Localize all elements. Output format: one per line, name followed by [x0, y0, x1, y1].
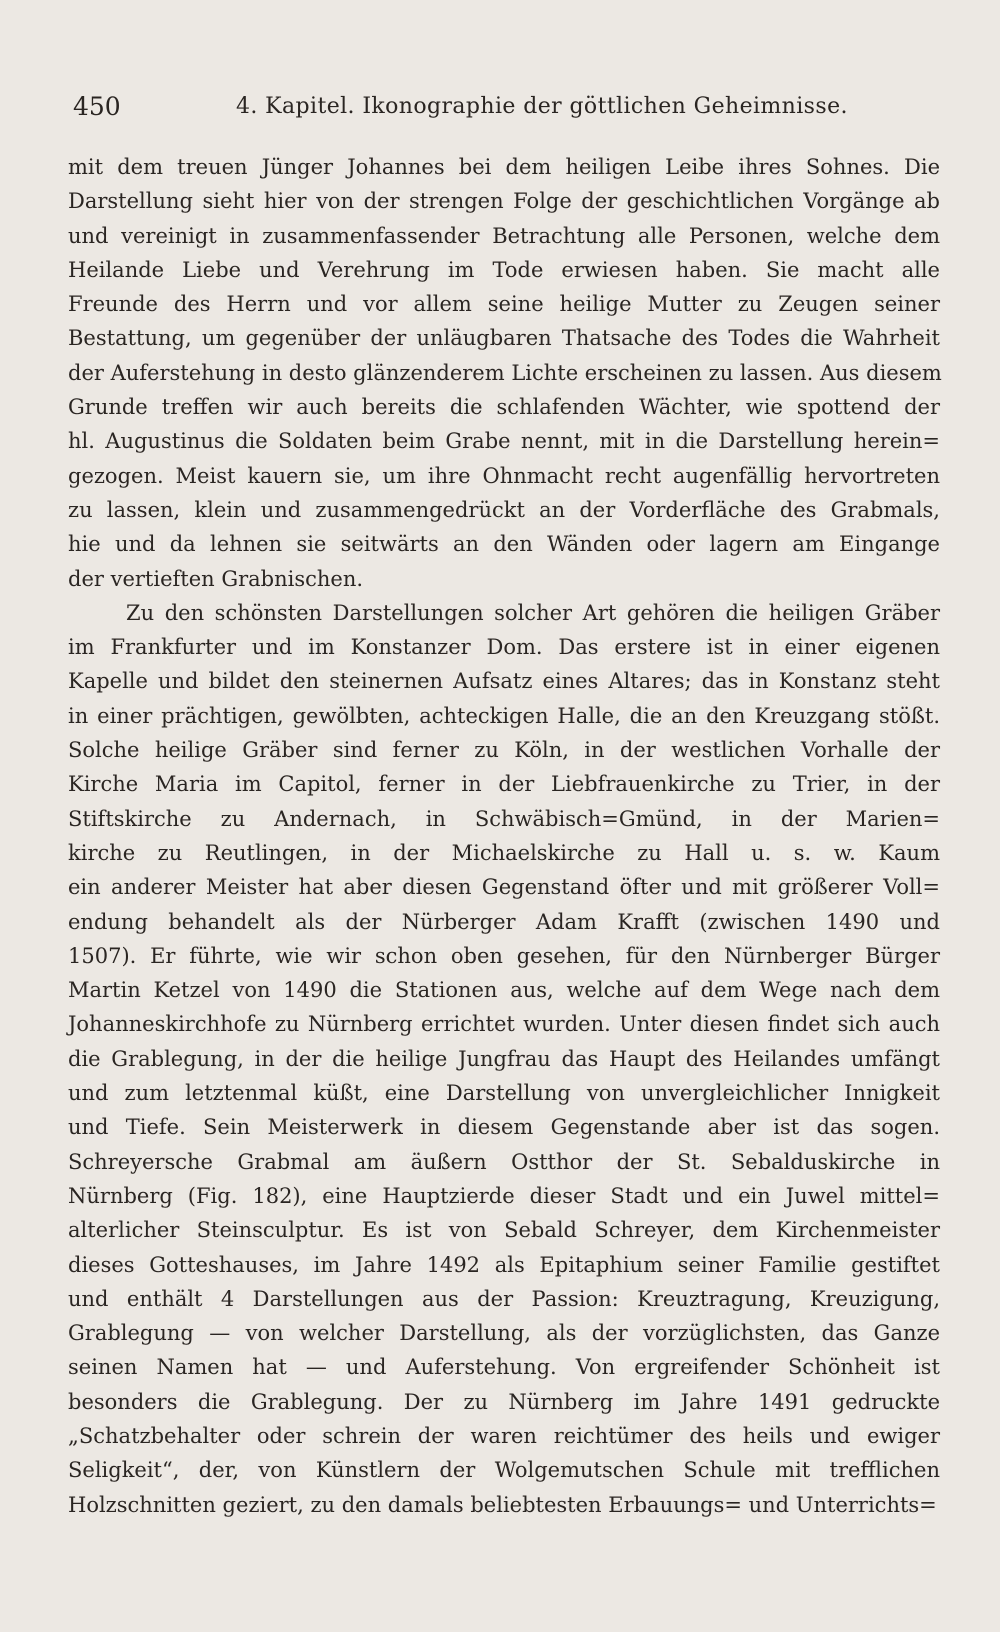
text-line: die Grablegung, in der die heilige Jungfrau das Haupt des Heilandes umfängt: [68, 1046, 940, 1071]
text-line: Kapelle und bildet den steinernen Aufsatz eines Altares; das in Konstanz steht: [68, 669, 940, 694]
text-line: Darstellung sieht hier von der strengen Folge der geschichtlichen Vorgänge ab: [68, 189, 940, 214]
paragraph: [68, 150, 940, 596]
text-line: alterlicher Steinsculptur. Es ist von Sebald Schreyer, dem Kirchenmeister: [68, 1218, 940, 1243]
text-line: der Auferstehung in desto glänzenderem Lichte erscheinen zu lassen. Aus diesem: [68, 360, 942, 385]
text-line: seinen Namen hat — und Auferstehung. Von ergreifender Schönheit ist: [68, 1355, 940, 1380]
text-line: gezogen. Meist kauern sie, um ihre Ohnmacht recht augenfällig hervortreten: [68, 463, 940, 488]
text-line: „Schatzbehalter oder schrein der waren reichtümer des heils und ewiger: [68, 1423, 940, 1448]
text-line: zu lassen, klein und zusammengedrückt an der Vorderfläche des Grabmals,: [68, 497, 940, 522]
text-line: Nürnberg (Fig. 182), eine Hauptzierde dieser Stadt und ein Juwel mittel=: [68, 1183, 940, 1208]
text-line: Johanneskirchhofe zu Nürnberg errichtet wurden. Unter diesen findet sich auch: [68, 1012, 940, 1037]
text-line: Freunde des Herrn und vor allem seine heilige Mutter zu Zeugen seiner: [68, 292, 940, 317]
text-line: Stiftskirche zu Andernach, in Schwäbisch=Gmünd, in der Marien=: [68, 806, 940, 831]
text-line: kirche zu Reutlingen, in der Michaelskirche zu Hall u. s. w. Kaum: [68, 840, 940, 865]
text-line: hl. Augustinus die Soldaten beim Grabe nennt, mit in die Darstellung herein=: [68, 429, 940, 454]
text-line: Schreyersche Grabmal am äußern Ostthor der St. Sebalduskirche in: [68, 1149, 940, 1174]
text-line: endung behandelt als der Nürberger Adam Krafft (zwischen 1490 und: [68, 909, 940, 934]
text-line: Solche heilige Gräber sind ferner zu Köln, in der westlichen Vorhalle der: [68, 738, 940, 763]
body-text: [68, 150, 940, 1522]
text-line: und Tiefe. Sein Meisterwerk in diesem Gegenstande aber ist das sogen.: [68, 1115, 940, 1140]
text-line: hie und da lehnen sie seitwärts an den Wänden oder lagern am Eingange: [68, 532, 940, 557]
text-line: und zum letztenmal küßt, eine Darstellung von unvergleichlicher Innigkeit: [68, 1081, 940, 1106]
text-line: und vereinigt in zusammenfassender Betrachtung alle Personen, welche dem: [68, 223, 940, 248]
text-line: Heilande Liebe und Verehrung im Tode erwiesen haben. Sie macht alle: [68, 257, 940, 282]
text-line: und enthält 4 Darstellungen aus der Passion: Kreuztragung, Kreuzigung,: [68, 1286, 940, 1311]
text-line: in einer prächtigen, gewölbten, achteckigen Halle, die an den Kreuzgang stößt.: [68, 703, 940, 728]
text-line: Holzschnitten geziert, zu den damals beliebtesten Erbauungs= und Unterrichts=: [68, 1492, 937, 1517]
page-number: 450: [73, 92, 121, 121]
text-line: ein anderer Meister hat aber diesen Gegenstand öfter und mit größerer Voll=: [68, 875, 940, 900]
text-line: Zu den schönsten Darstellungen solcher Art gehören die heiligen Gräber: [126, 600, 940, 625]
text-line: 1507). Er führte, wie wir schon oben gesehen, für den Nürnberger Bürger: [68, 943, 940, 968]
text-line: Martin Ketzel von 1490 die Stationen aus, welche auf dem Wege nach dem: [68, 978, 940, 1003]
page-header: [73, 88, 935, 128]
running-title: 4. Kapitel. Ikonographie der göttlichen Geheimnisse.: [236, 94, 848, 119]
text-line: dieses Gotteshauses, im Jahre 1492 als Epitaphium seiner Familie gestiftet: [68, 1252, 940, 1277]
text-line: Kirche Maria im Capitol, ferner in der Liebfrauenkirche zu Trier, in der: [68, 772, 940, 797]
text-line: Grunde treffen wir auch bereits die schlafenden Wächter, wie spottend der: [68, 395, 940, 420]
text-line: der vertieften Grabnischen.: [68, 566, 364, 591]
paragraph: [68, 596, 940, 1522]
text-line: mit dem treuen Jünger Johannes bei dem heiligen Leibe ihres Sohnes. Die: [68, 155, 940, 179]
text-line: im Frankfurter und im Konstanzer Dom. Das erstere ist in einer eigenen: [68, 635, 940, 660]
text-line: Seligkeit“, der, von Künstlern der Wolgemutschen Schule mit trefflichen: [68, 1458, 940, 1483]
text-line: besonders die Grablegung. Der zu Nürnberg im Jahre 1491 gedruckte: [68, 1389, 940, 1414]
text-line: Bestattung, um gegenüber der unläugbaren Thatsache des Todes die Wahrheit: [68, 326, 940, 351]
text-line: Grablegung — von welcher Darstellung, als der vorzüglichsten, das Ganze: [68, 1321, 940, 1346]
